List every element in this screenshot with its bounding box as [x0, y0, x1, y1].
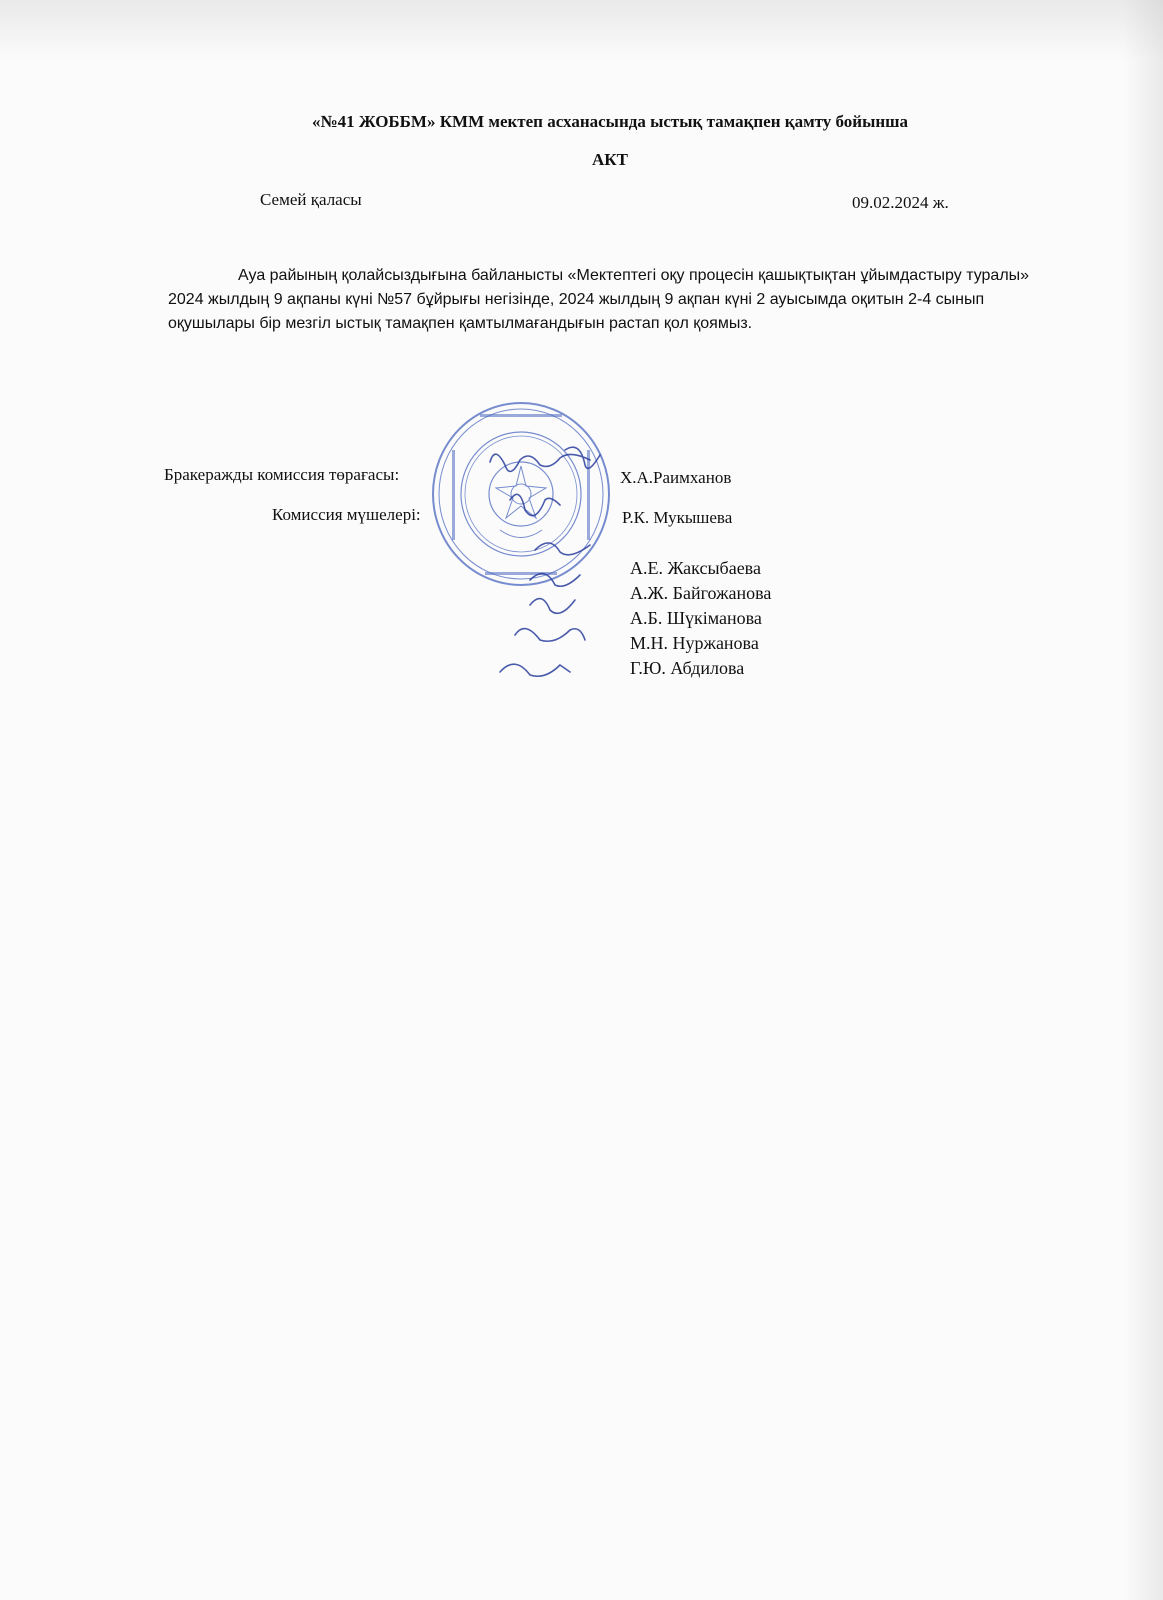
body-paragraph: Ауа райының қолайсыздығына байланысты «Мектептегі оқу процесін қашықтықтан ұйымдастыру туралы» 2024 жылдың 9 ақпаны күні №57 бұйрығы негізінде, 2024 жылдың 9 ақпан күні 2 ауысымда оқитын 2-4 сынып оқушылары бір мезгіл ыстық тамақпен қамтылмағандығын растап қол қоямыз. — [168, 267, 1030, 332]
handwritten-signature-icon — [470, 440, 630, 690]
members-label: Комиссия мүшелері: — [272, 505, 421, 524]
members-list — [630, 556, 771, 681]
member-name: М.Н. Нуржанова — [630, 633, 759, 653]
member-name: Г.Ю. Абдилова — [630, 658, 745, 678]
chair-name: Х.А.Раимханов — [620, 468, 732, 487]
scan-edge — [1123, 0, 1163, 1600]
chair-label: Бракеражды комиссия төрағасы: — [164, 465, 400, 484]
document-subtitle: АКТ — [592, 150, 628, 169]
member-name: А.Е. Жаксыбаева — [630, 558, 761, 578]
member-name: А.Б. Шүкіманова — [630, 608, 762, 628]
member-name: А.Ж. Байгожанова — [630, 583, 772, 603]
document-date: 09.02.2024 ж. — [852, 193, 949, 212]
document-title: «№41 ЖОББМ» КММ мектеп асханасында ыстық тамақпен қамту бойынша — [311, 112, 909, 131]
scan-shadow — [0, 0, 1163, 60]
city-name: Семей қаласы — [260, 190, 362, 209]
member-name: Р.К. Мукышева — [622, 508, 733, 527]
